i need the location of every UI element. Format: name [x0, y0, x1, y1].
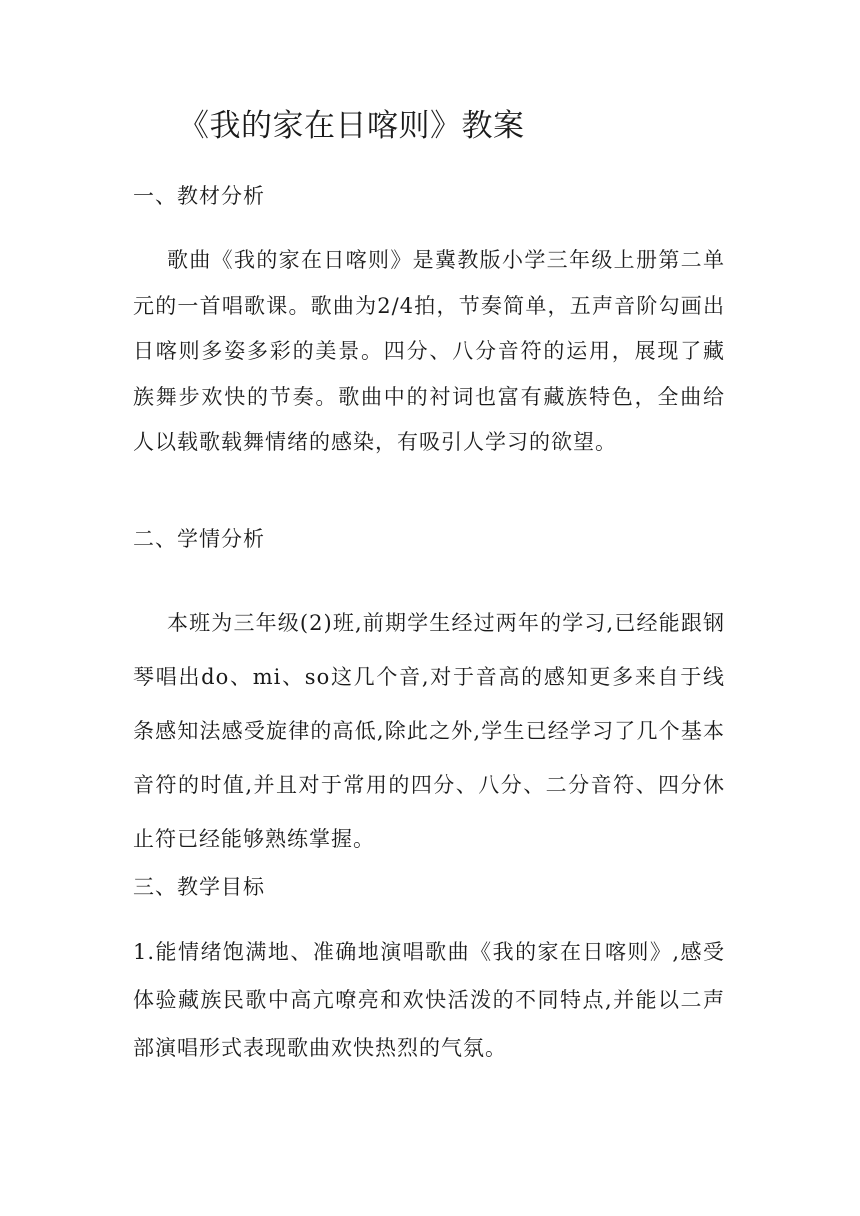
section-heading-student-analysis: 二、学情分析 [133, 527, 265, 551]
section-heading-teaching-goals: 三、教学目标 [133, 875, 265, 899]
section-body-teaching-goals: 1.能情绪饱满地、准确地演唱歌曲《我的家在日喀则》,感受体验藏族民歌中高亢嘹亮和欢快活泼的不同特点,并能以二声部演唱形式表现歌曲欢快热烈的气氛。 [133, 940, 725, 1060]
section-body-student-analysis: 本班为三年级(2)班,前期学生经过两年的学习,已经能跟钢琴唱出do、mi、so这几个音,对于音高的感知更多来自于线条感知法感受旋律的高低,除此之外,学生已经学习了几个基本音符的时值,并且对于常用的四分、八分、二分音符、四分休止符已经能够熟练掌握。 [133, 611, 725, 851]
section-heading-textbook-analysis: 一、教材分析 [133, 184, 265, 208]
document-title: 《我的家在日喀则》教案 [178, 108, 525, 144]
section-body-textbook-analysis: 歌曲《我的家在日喀则》是冀教版小学三年级上册第二单元的一首唱歌课。歌曲为2/4拍，节奏简单，五声音阶勾画出日喀则多姿多彩的美景。四分、八分音符的运用，展现了藏族舞步欢快的节奏。歌曲中的衬词也富有藏族特色，全曲给人以载歌载舞情绪的感染，有吸引人学习的欲望。 [133, 248, 725, 454]
